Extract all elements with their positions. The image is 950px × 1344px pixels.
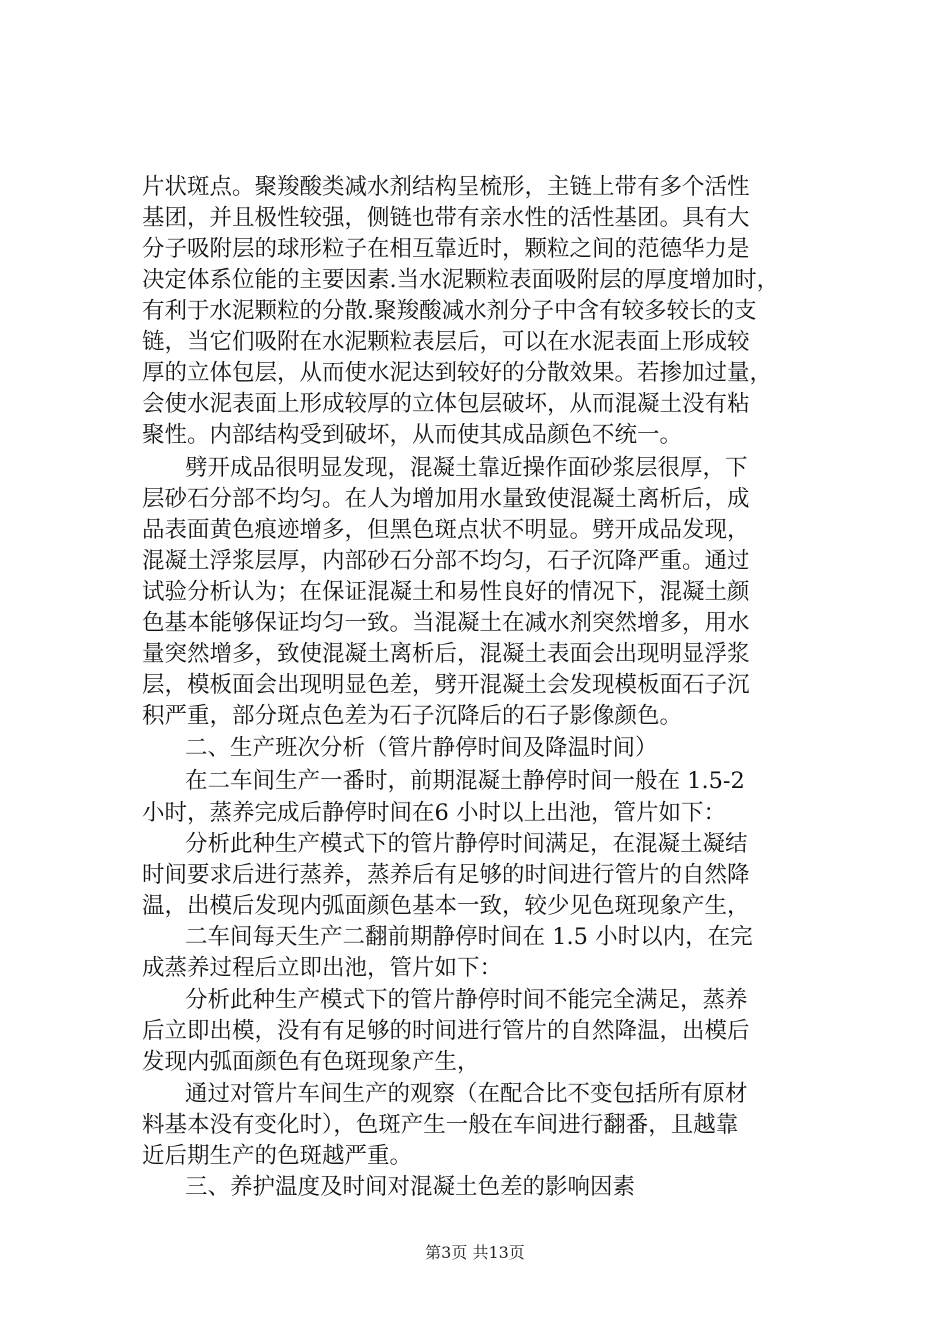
text-line: 积严重，部分斑点色差为石子沉降后的石子影像颜色。 (142, 703, 683, 729)
text-line: 近后期生产的色斑越严重。 (142, 1143, 413, 1169)
text-line: 层，模板面会出现明显色差，劈开混凝土会发现模板面石子沉 (142, 672, 750, 698)
text-line: 分析此种生产模式下的管片静停时间不能完全满足，蒸养 (185, 987, 748, 1013)
text-line: 片状斑点。聚羧酸类减水剂结构呈梳形，主链上带有多个活性 (142, 174, 750, 200)
text-line: 劈开成品很明显发现，混凝土靠近操作面砂浆层很厚，下 (185, 455, 748, 481)
text-line: 发现内弧面颜色有色斑现象产生， (142, 1049, 480, 1075)
text-line: 通过对管片车间生产的观察（在配合比不变包括所有原材 (185, 1081, 748, 1107)
text-line: 聚性。内部结构受到破坏，从而使其成品颜色不统一。 (142, 422, 683, 448)
section-heading: 三、养护温度及时间对混凝土色差的影响因素 (185, 1174, 636, 1200)
section-heading: 二、生产班次分析（管片静停时间及降温时间） (185, 735, 658, 761)
text-line: 量突然增多，致使混凝土离析后，混凝土表面会出现明显浮浆 (142, 641, 750, 667)
text-line: 厚的立体包层，从而使水泥达到较好的分散效果。若掺加过量， (142, 360, 773, 386)
text-line: 料基本没有变化时），色斑产生一般在车间进行翻番，且越靠 (142, 1112, 739, 1138)
text-line: 在二车间生产一番时，前期混凝土静停时间一般在 1.5-2 (185, 768, 745, 794)
text-line: 会使水泥表面上形成较厚的立体包层破坏，从而混凝土没有粘 (142, 391, 750, 417)
text-line: 链，当它们吸附在水泥颗粒表层后，可以在水泥表面上形成较 (142, 329, 750, 355)
text-line: 基团，并且极性较强，侧链也带有亲水性的活性基团。具有大 (142, 205, 750, 231)
text-line: 品表面黄色痕迹增多，但黑色斑点状不明显。劈开成品发现， (142, 517, 750, 543)
text-line: 有利于水泥颗粒的分散.聚羧酸减水剂分子中含有较多较长的支 (142, 298, 757, 324)
text-line: 小时，蒸养完成后静停时间在6 小时以上出池，管片如下： (142, 800, 726, 826)
text-line: 时间要求后进行蒸养，蒸养后有足够的时间进行管片的自然降 (142, 862, 750, 888)
text-line: 分子吸附层的球形粒子在相互靠近时，颗粒之间的范德华力是 (142, 236, 750, 262)
text-line: 试验分析认为；在保证混凝土和易性良好的情况下，混凝土颜 (142, 579, 750, 605)
text-line: 决定体系位能的主要因素.当水泥颗粒表面吸附层的厚度增加时， (142, 267, 780, 293)
text-line: 混凝土浮浆层厚，内部砂石分部不均匀，石子沉降严重。通过 (142, 548, 750, 574)
text-line: 分析此种生产模式下的管片静停时间满足，在混凝土凝结 (185, 831, 748, 857)
text-line: 色基本能够保证均匀一致。当混凝土在减水剂突然增多，用水 (142, 610, 750, 636)
text-line: 层砂石分部不均匀。在人为增加用水量致使混凝土离析后，成 (142, 486, 750, 512)
page-footer: 第3页 共13页 (425, 1243, 525, 1262)
text-line: 后立即出模，没有有足够的时间进行管片的自然降温，出模后 (142, 1018, 750, 1044)
text-line: 温，出模后发现内弧面颜色基本一致，较少见色斑现象产生， (142, 893, 750, 919)
text-line: 二车间每天生产二翻前期静停时间在 1.5 小时以内，在完 (185, 924, 753, 950)
text-line: 成蒸养过程后立即出池，管片如下： (142, 955, 503, 981)
